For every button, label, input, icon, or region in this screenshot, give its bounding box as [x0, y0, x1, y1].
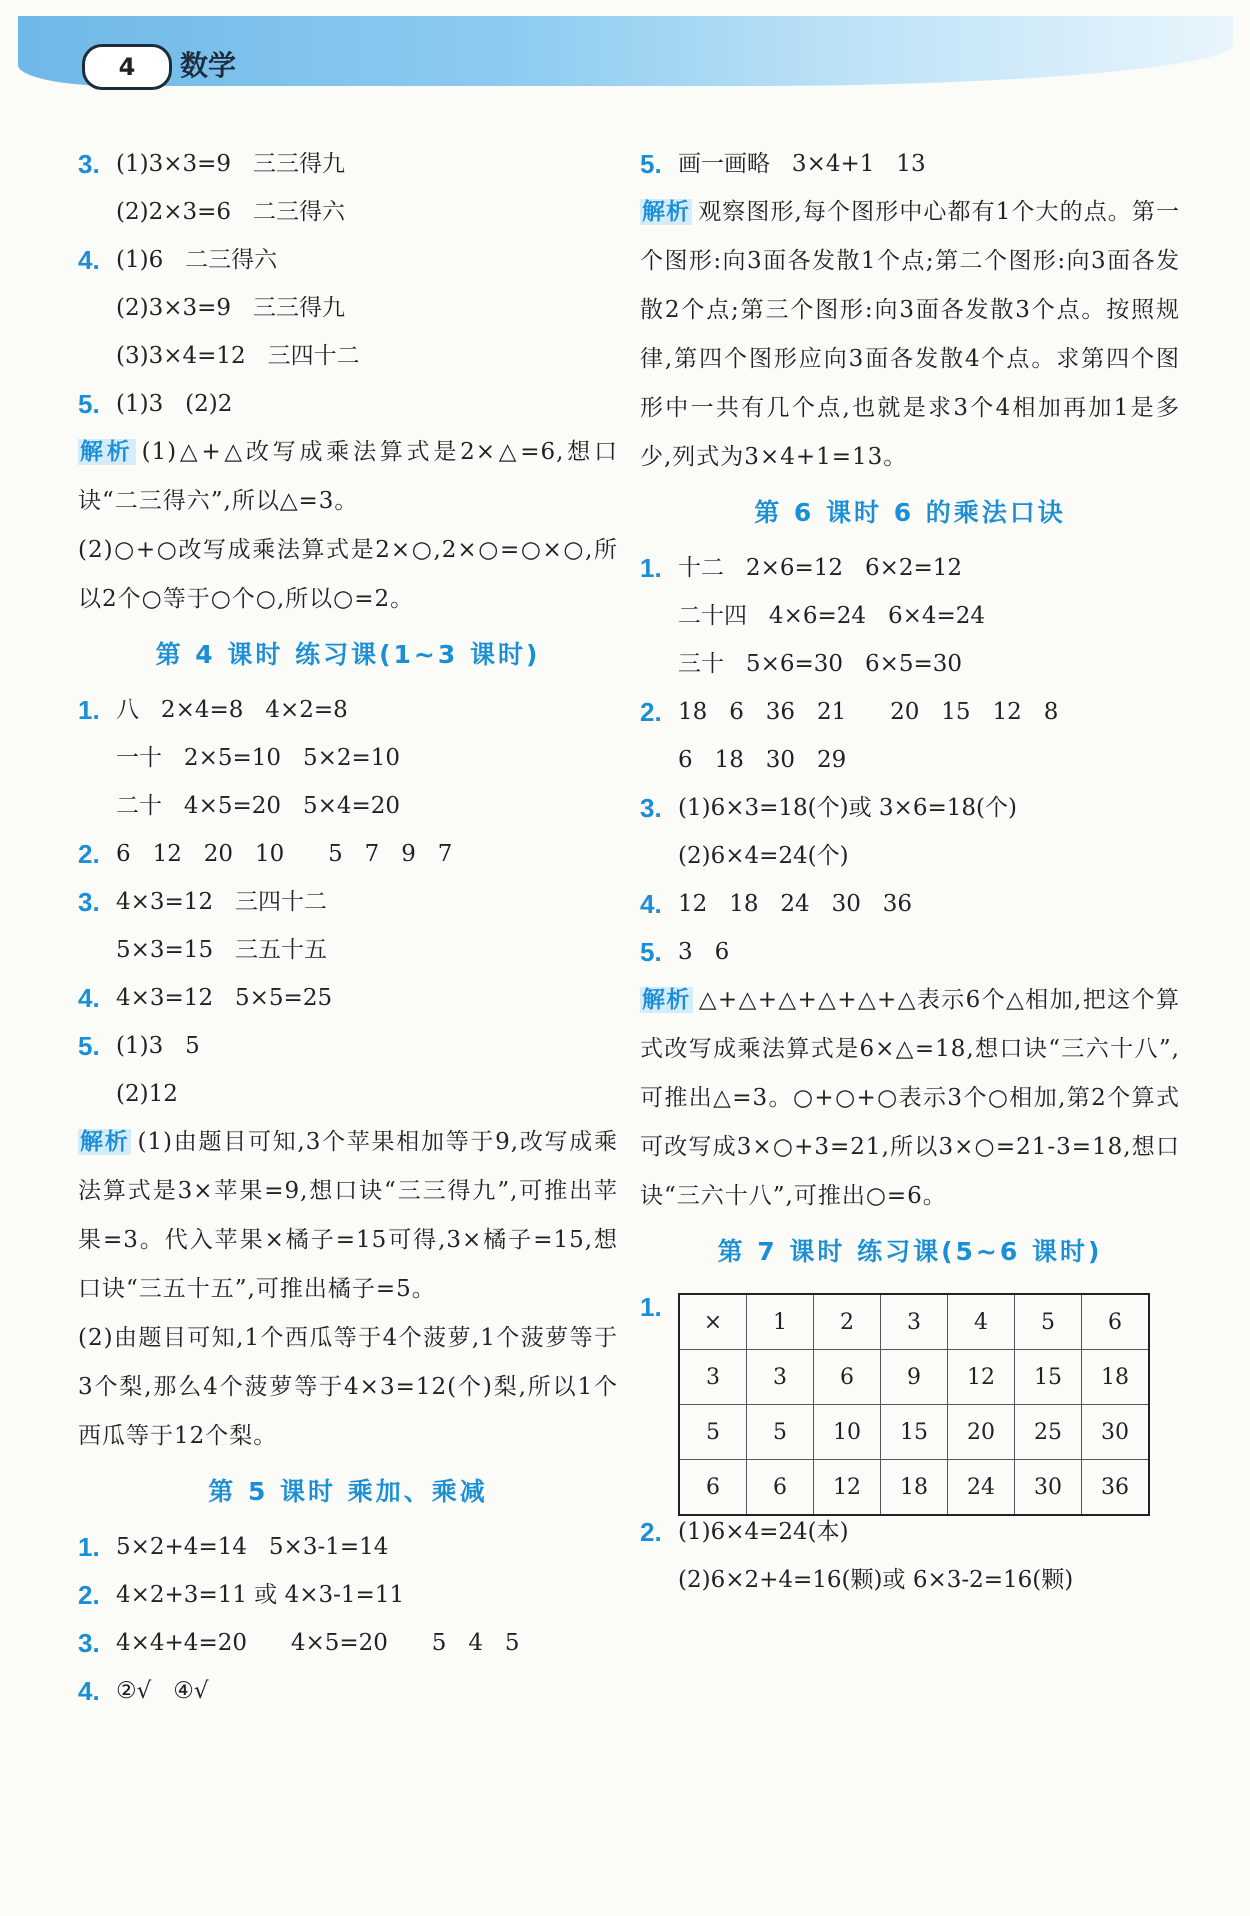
answer-text: 八 2×4=8 4×2=8 [116, 697, 348, 723]
answer-line [78, 878, 618, 926]
table-cell: 20 [948, 1405, 1015, 1460]
answer-text: 6 18 30 29 [678, 747, 847, 773]
answer-text: 一十 2×5=10 5×2=10 [116, 745, 401, 771]
table-cell: 15 [1015, 1350, 1082, 1405]
question-number: 1. [640, 1292, 662, 1322]
answer-line [78, 140, 618, 188]
answer-line [640, 832, 1180, 880]
answer-line [78, 830, 618, 878]
answer-text: (1)3 (2)2 [116, 391, 233, 417]
answer-line [78, 1571, 618, 1619]
answer-line [78, 380, 618, 428]
question-number: 5. [78, 389, 100, 419]
analysis-paragraph [640, 976, 1180, 1221]
page-number: 4 [82, 44, 172, 90]
table-cell: 12 [948, 1350, 1015, 1405]
answer-text: 3 6 [678, 939, 730, 965]
answer-text: (1)6×4=24(本) [678, 1519, 849, 1545]
analysis-text: (2)○+○改写成乘法算式是2×○,2×○=○×○,所以2个○等于○个○,所以○=2。 [78, 537, 618, 612]
answer-text: 4×3=12 5×5=25 [116, 985, 333, 1011]
answer-text: 4×3=12 三四十二 [116, 889, 328, 915]
answer-line [640, 544, 1180, 592]
table-cell: 5 [747, 1405, 814, 1460]
answer-line [640, 784, 1180, 832]
answer-line [640, 688, 1180, 736]
multiplication-table [678, 1293, 1150, 1516]
answer-text: (2)3×3=9 三三得九 [116, 295, 345, 321]
table-question [640, 1283, 1180, 1508]
table-cell: 3 [747, 1350, 814, 1405]
answer-line [640, 592, 1180, 640]
table-cell: 30 [1015, 1460, 1082, 1516]
answer-text: 6 12 20 10 5 7 9 7 [116, 841, 453, 867]
table-cell: 3 [679, 1350, 747, 1405]
answer-text: 4×2+3=11 或 4×3-1=11 [116, 1582, 405, 1608]
analysis-tag: 解析 [80, 439, 134, 465]
analysis-tag: 解析 [642, 199, 691, 225]
answer-text: (2)12 [116, 1081, 178, 1107]
answer-line [78, 782, 618, 830]
question-number: 4. [78, 1676, 100, 1706]
lesson-heading: 第 4 课时 练习课(1~3 课时) [155, 640, 541, 669]
left-column [78, 140, 618, 1715]
answer-line [78, 1619, 618, 1667]
question-number: 1. [78, 695, 100, 725]
answer-text: ②√ ④√ [116, 1678, 209, 1704]
answer-line [640, 880, 1180, 928]
question-number: 2. [78, 1580, 100, 1610]
answer-text: (2)6×4=24(个) [678, 843, 849, 869]
question-number: 3. [78, 887, 100, 917]
table-cell: 5 [679, 1405, 747, 1460]
table-cell: 5 [1015, 1294, 1082, 1350]
answer-text: (1)6 二三得六 [116, 247, 278, 273]
question-number: 4. [78, 245, 100, 275]
question-number: 5. [640, 149, 662, 179]
answer-text: (3)3×4=12 三四十二 [116, 343, 360, 369]
question-number: 1. [640, 553, 662, 583]
table-cell: 6 [1082, 1294, 1150, 1350]
table-cell: 9 [881, 1350, 948, 1405]
table-cell: 6 [679, 1460, 747, 1516]
answer-line [78, 1070, 618, 1118]
table-cell: 15 [881, 1405, 948, 1460]
answer-text: 二十四 4×6=24 6×4=24 [678, 603, 986, 629]
table-row [679, 1294, 1149, 1350]
subject-title: 数学 [180, 49, 237, 82]
answer-text: (2)6×2+4=16(颗)或 6×3-2=16(颗) [678, 1567, 1074, 1593]
lesson-heading: 第 5 课时 乘加、乘减 [208, 1477, 488, 1506]
analysis-paragraph [78, 428, 618, 526]
answer-text: 十二 2×6=12 6×2=12 [678, 555, 963, 581]
question-number: 4. [640, 889, 662, 919]
analysis-tag: 解析 [642, 987, 691, 1013]
table-cell: 24 [948, 1460, 1015, 1516]
question-number: 5. [640, 937, 662, 967]
analysis-text: (1)由题目可知,3个苹果相加等于9,改写成乘法算式是3×苹果=9,想口诀“三三得九”,可推出苹果=3。代入苹果×橘子=15可得,3×橘子=15,想口诀“三五十五”,可推出橘子=5。 [78, 1129, 618, 1302]
question-number: 2. [640, 697, 662, 727]
lesson-heading: 第 7 课时 练习课(5~6 课时) [717, 1237, 1103, 1266]
answer-text: 5×3=15 三五十五 [116, 937, 328, 963]
table-cell: 6 [814, 1350, 881, 1405]
right-column [640, 140, 1180, 1604]
answer-text: (1)3×3=9 三三得九 [116, 151, 345, 177]
analysis-text: (2)由题目可知,1个西瓜等于4个菠萝,1个菠萝等于3个梨,那么4个菠萝等于4×3=12(个)梨,所以1个西瓜等于12个梨。 [78, 1325, 618, 1449]
question-number: 2. [78, 839, 100, 869]
analysis-paragraph [640, 188, 1180, 482]
table-cell: 2 [814, 1294, 881, 1350]
table-row [679, 1405, 1149, 1460]
answer-line [78, 926, 618, 974]
table-cell: 6 [747, 1460, 814, 1516]
answer-line [78, 1523, 618, 1571]
analysis-paragraph [78, 526, 618, 624]
analysis-paragraph [78, 1118, 618, 1314]
table-cell: 1 [747, 1294, 814, 1350]
table-cell: 18 [881, 1460, 948, 1516]
question-number: 3. [640, 793, 662, 823]
question-number: 3. [78, 1628, 100, 1658]
answer-text: (2)2×3=6 二三得六 [116, 199, 345, 225]
answer-line [640, 1508, 1180, 1556]
answer-text: 18 6 36 21 20 15 12 8 [678, 699, 1059, 725]
answer-line [78, 236, 618, 284]
table-cell: 30 [1082, 1405, 1150, 1460]
table-cell: 3 [881, 1294, 948, 1350]
answer-line [640, 928, 1180, 976]
analysis-tag: 解析 [80, 1129, 130, 1155]
table-cell: 25 [1015, 1405, 1082, 1460]
answer-line [78, 332, 618, 380]
answer-text: 画一画略 3×4+1 13 [678, 151, 926, 177]
table-row [679, 1350, 1149, 1405]
table-cell: 4 [948, 1294, 1015, 1350]
answer-text: 5×2+4=14 5×3-1=14 [116, 1534, 389, 1560]
answer-text: 4×4+4=20 4×5=20 5 4 5 [116, 1630, 520, 1656]
answer-line [78, 734, 618, 782]
table-cell: 12 [814, 1460, 881, 1516]
answer-line [78, 974, 618, 1022]
analysis-text: △+△+△+△+△+△表示6个△相加,把这个算式改写成乘法算式是6×△=18,想口诀“三六十八”,可推出△=3。○+○+○表示3个○相加,第2个算式可改写成3×○+3=21,所以3×○=21-3=18,想口诀“三六十八”,可推出○=6。 [640, 987, 1180, 1209]
answer-text: (1)3 5 [116, 1033, 200, 1059]
question-number: 3. [78, 149, 100, 179]
answer-text: 三十 5×6=30 6×5=30 [678, 651, 963, 677]
question-number: 5. [78, 1031, 100, 1061]
table-cell: 10 [814, 1405, 881, 1460]
question-number: 1. [78, 1532, 100, 1562]
table-cell: 18 [1082, 1350, 1150, 1405]
answer-line [78, 188, 618, 236]
answer-line [640, 736, 1180, 784]
answer-text: 12 18 24 30 36 [678, 891, 913, 917]
analysis-text: 观察图形,每个图形中心都有1个大的点。第一个图形:向3面各发散1个点;第二个图形:向3面各发散2个点;第三个图形:向3面各发散3个点。按照规律,第四个图形应向3面各发散4个点。求第四个图形中一共有几个点,也就是求3个4相加再加1是多少,列式为3×4+1=13。 [640, 199, 1180, 470]
analysis-text: (1)△+△改写成乘法算式是2×△=6,想口诀“二三得六”,所以△=3。 [78, 439, 619, 514]
answer-line [78, 686, 618, 734]
table-row [679, 1460, 1149, 1516]
question-number: 2. [640, 1517, 662, 1547]
answer-text: 二十 4×5=20 5×4=20 [116, 793, 401, 819]
answer-line [78, 1667, 618, 1715]
analysis-paragraph [78, 1314, 618, 1461]
table-cell: 36 [1082, 1460, 1150, 1516]
lesson-heading: 第 6 课时 6 的乘法口诀 [754, 498, 1066, 527]
table-cell: × [679, 1294, 747, 1350]
answer-line [78, 284, 618, 332]
answer-text: (1)6×3=18(个)或 3×6=18(个) [678, 795, 1017, 821]
answer-line [640, 140, 1180, 188]
question-number: 4. [78, 983, 100, 1013]
answer-line [640, 1556, 1180, 1604]
answer-line [78, 1022, 618, 1070]
answer-line [640, 640, 1180, 688]
